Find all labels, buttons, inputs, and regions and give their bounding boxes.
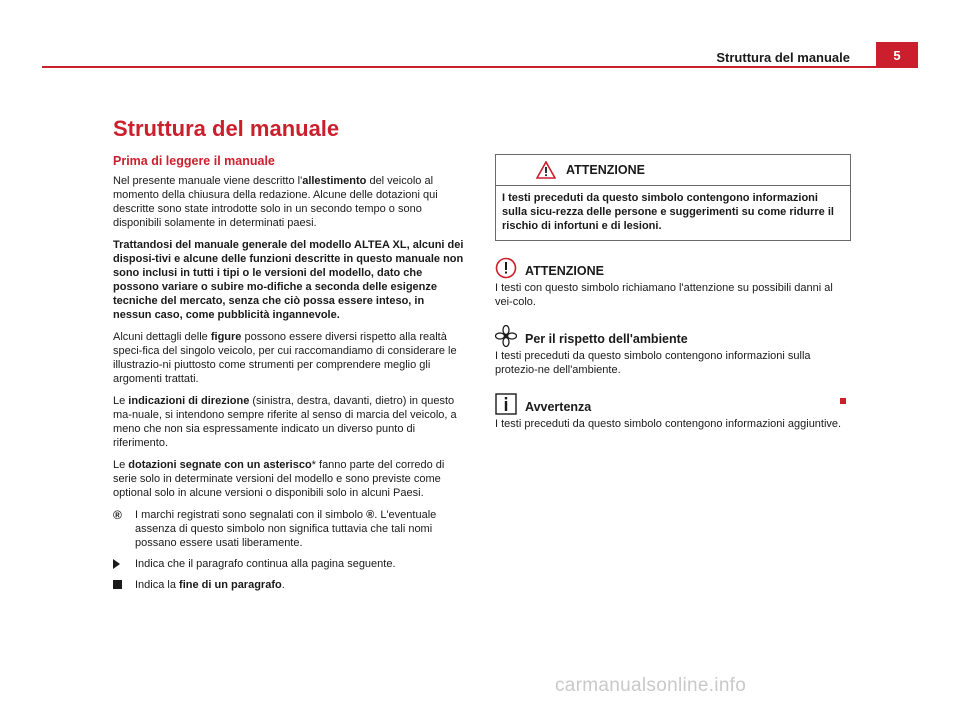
continue-symbol-row xyxy=(113,557,465,571)
running-header-title: Struttura del manuale xyxy=(716,50,850,65)
text-run: I marchi registrati sono segnalati con il simbolo xyxy=(135,509,367,521)
warning-box-header xyxy=(496,155,850,186)
environment-header xyxy=(495,325,851,347)
text-run-bold: fine di un paragrafo xyxy=(179,579,282,591)
registered-text xyxy=(135,508,465,550)
text-run-bold: indicazioni di direzione xyxy=(128,395,250,407)
caution-header xyxy=(495,257,851,279)
text-run: * fanno parte del corredo di serie solo in determinate versioni del modello e sono previste come optional solo in alcune versioni o disponibili solo in alcuni Paesi. xyxy=(113,459,445,499)
header-rule xyxy=(42,66,876,68)
paragraph-asterisk xyxy=(113,458,465,500)
section-subtitle: Prima di leggere il manuale xyxy=(113,154,275,168)
page-title: Struttura del manuale xyxy=(113,116,340,141)
info-icon xyxy=(495,393,517,415)
note-header xyxy=(495,393,851,415)
text-run: Le xyxy=(113,459,129,471)
end-of-paragraph-marker xyxy=(840,398,846,404)
text-run-bold: dotazioni segnate con un asterisco xyxy=(128,459,312,471)
text-run: possono essere diversi rispetto alla realtà speci-fica del singolo veicolo, per cui raccomandiamo di considerare le illustrazio-ni piuttosto come strumenti per comprendere meglio gli argomenti trattati. xyxy=(113,331,457,385)
text-run-bold: ® xyxy=(366,509,375,521)
left-column xyxy=(113,154,465,599)
environment-title: Per il rispetto dell'ambiente xyxy=(525,332,688,346)
warning-box-text: I testi preceduti da questo simbolo contengono informazioni sulla sicu-rezza delle persone e suggerimenti su come ridurre il rischio di infortuni e di lesioni. xyxy=(502,192,834,232)
continue-text: Indica che il paragrafo continua alla pagina seguente. xyxy=(135,558,396,570)
text-run: Indica la xyxy=(135,579,180,591)
environment-text: I testi preceduti da questo simbolo contengono informazioni sulla protezio-ne dell'ambiente. xyxy=(495,350,811,376)
caution-text: I testi con questo simbolo richiamano l'attenzione su possibili danni al vei-colo. xyxy=(495,282,833,308)
registered-icon: ® xyxy=(113,508,122,522)
text-run: (sinistra, destra, davanti, dietro) in questo ma-nuale, si intendono sempre riferite al senso di marcia del veicolo, a meno che non sia espressamente indicato un diverso punto di riferimento. xyxy=(113,395,457,449)
text-run-bold: allestimento xyxy=(302,175,367,187)
right-column xyxy=(495,154,851,447)
end-text xyxy=(135,578,285,592)
text-run: Alcuni dettagli delle xyxy=(113,331,211,343)
warning-triangle-icon xyxy=(536,161,556,179)
paragraph-equipment xyxy=(113,174,465,230)
square-icon xyxy=(113,580,122,589)
text-run: Nel presente manuale viene descritto l' xyxy=(113,175,303,187)
text-run: . xyxy=(281,579,285,591)
paragraph-figures xyxy=(113,330,465,386)
text-run: Le xyxy=(113,395,129,407)
watermark: carmanualsonline.info xyxy=(555,675,747,696)
warning-box xyxy=(495,154,851,241)
end-symbol-row xyxy=(113,578,465,592)
paragraph-disclaimer: Trattandosi del manuale generale del modello ALTEA XL, alcuni dei disposi-tivi e alcune delle funzioni descritte in questo manuale non sono inclusi in tutti i tipi o le versioni del modello, dato che possono variare o subire mo-difiche a seconda delle esigenze tecniche del mercato, senza che ciò possa essere inteso, in nessun caso, come pubblicità ingannevole. xyxy=(113,239,464,321)
paragraph-directions xyxy=(113,394,465,450)
text-run: del veicolo al momento della chiusura della redazione. Alcune delle dotazioni qui descritte sono state introdotte solo in un secondo tempo o sono disponibili solamente in determinati paesi. xyxy=(113,175,438,229)
exclamation-circle-icon xyxy=(495,257,517,279)
text-run: . L'eventuale assenza di questo simbolo non significa tuttavia che tali nomi possano essere usati liberamente. xyxy=(135,509,437,549)
registered-symbol-row xyxy=(113,508,465,550)
page-number: 5 xyxy=(876,42,918,68)
caution-title: ATTENZIONE xyxy=(525,264,604,278)
note-text: I testi preceduti da questo simbolo contengono informazioni aggiuntive. xyxy=(495,418,842,430)
arrow-right-icon xyxy=(113,559,120,569)
warning-box-title: ATTENZIONE xyxy=(566,163,645,177)
text-run-bold: figure xyxy=(210,331,242,343)
note-title: Avvertenza xyxy=(525,400,592,414)
flower-icon xyxy=(495,325,517,347)
